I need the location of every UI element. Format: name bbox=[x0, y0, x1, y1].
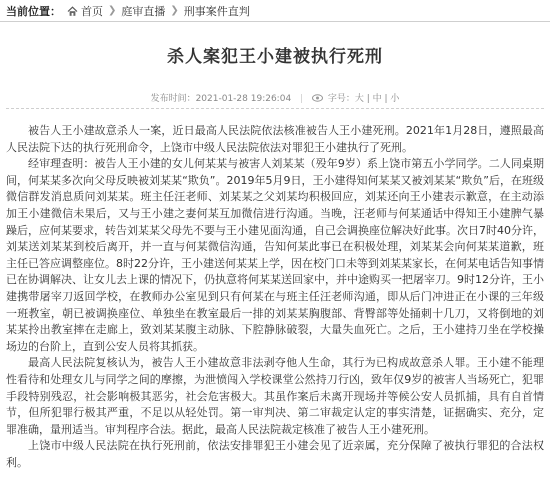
font-size-large[interactable]: 大 bbox=[354, 94, 364, 104]
font-size-label: 字号： bbox=[327, 94, 355, 104]
font-size-sep: | bbox=[381, 94, 391, 104]
breadcrumb-item-home[interactable]: 首页 bbox=[81, 4, 103, 18]
font-size-small[interactable]: 小 bbox=[390, 94, 400, 104]
divider bbox=[6, 108, 544, 109]
breadcrumb-item-live[interactable]: 庭审直播 bbox=[121, 4, 166, 18]
meta-divider: | bbox=[300, 94, 304, 104]
breadcrumb-item-criminal[interactable]: 刑事案件直判 bbox=[183, 4, 250, 18]
breadcrumb-separator-icon: ❯ bbox=[108, 5, 117, 16]
article-body bbox=[6, 123, 544, 471]
breadcrumb bbox=[0, 0, 550, 22]
published-time: 2021-01-28 19:26:04 bbox=[195, 94, 292, 104]
article-title: 杀人案犯王小建被执行死刑 bbox=[167, 47, 383, 67]
article-meta bbox=[0, 91, 550, 105]
font-size-medium[interactable]: 中 bbox=[372, 94, 382, 104]
eye-icon bbox=[312, 94, 323, 105]
paragraph: 最高人民法院复核认为，被告人王小建故意非法剥夺他人生命，其行为已构成故意杀人罪。王小建不能理性看待和处理女儿与同学之间的摩擦，为泄愤闯入学校课堂公然持刀行凶，致年仅9岁的被害人当场死亡，犯罪手段特别残忍，社会影响极其恶劣，社会危害极大。其虽作案后未离开现场并等候公安人员抓捕，具有自首情节，但所犯罪行极其严重，不足以从轻处罚。第一审判决、第二审裁定认定的事实清楚，证据确实、充分，定罪准确，量刑适当。审判程序合法。据此，最高人民法院裁定核准了被告人王小建死刑。 bbox=[6, 356, 544, 436]
breadcrumb-label: 当前位置： bbox=[6, 4, 61, 18]
font-size-sep: | bbox=[363, 94, 373, 104]
home-icon[interactable] bbox=[67, 6, 78, 17]
paragraph: 上饶市中级人民法院在执行死刑前，依法安排罪犯王小建会见了近亲属，充分保障了被执行罪犯的合法权利。 bbox=[6, 439, 544, 469]
breadcrumb-separator-icon: ❯ bbox=[170, 5, 179, 16]
published-label: 发布时间： bbox=[150, 94, 196, 104]
paragraph: 被告人王小建故意杀人一案，近日最高人民法院依法核准被告人王小建死刑。2021年1月28日，遵照最高人民法院下达的执行死刑命令，上饶市中级人民法院依法对罪犯王小建执行了死刑。 bbox=[6, 124, 544, 154]
paragraph: 经审理查明：被告人王小建的女儿何某某与被害人刘某某（殁年9岁）系上饶市第五小学同学。二人同桌期间，何某某多次向父母反映被刘某某“欺负”。2019年5月9日，王小建得知何某某又被刘某某“欺负”后，在班级微信群发消息质问刘某某。班主任汪老师、刘某某之父刘某均积极回应，刘某还向王小建表示歉意，在主动添加王小建微信未果后，又与王小建之妻何某互加微信进行沟通。当晚，汪老师与何某通话中得知王小建脾气暴躁后，应何某要求，转告刘某某父母先不要与王小建见面沟通，自己会调换座位解决好此事。次日7时40分许，刘某送刘某某到校后离开，并一直与何某微信沟通，告知何某此事已在积极处理，刘某某会向何某某道歉，班主任已答应调整座位。8时22分许，王小建送何某某上学，因在校门口未等到刘某某家长，在何某电话告知事情已在协调解决、让女儿去上课的情况下，仍执意将何某某送回家中，并中途购买一把屠宰刀。9时12分许，王小建携带屠宰刀返回学校，在教师办公室见到只有何某在与班主任汪老师沟通，即从后门冲进正在小课的三年级一班教室，朝已被调换座位、单独坐在教室最后一排的刘某某胸腹部、背臀部等处捅刺十几刀，又将倒地的刘某某拎出教室摔在走廊上，致刘某某腹主动脉、下腔静脉破裂，大量失血死亡。之后，王小建持刀坐在学校操场边的台阶上，直到公安人员将其抓获。 bbox=[6, 157, 544, 353]
